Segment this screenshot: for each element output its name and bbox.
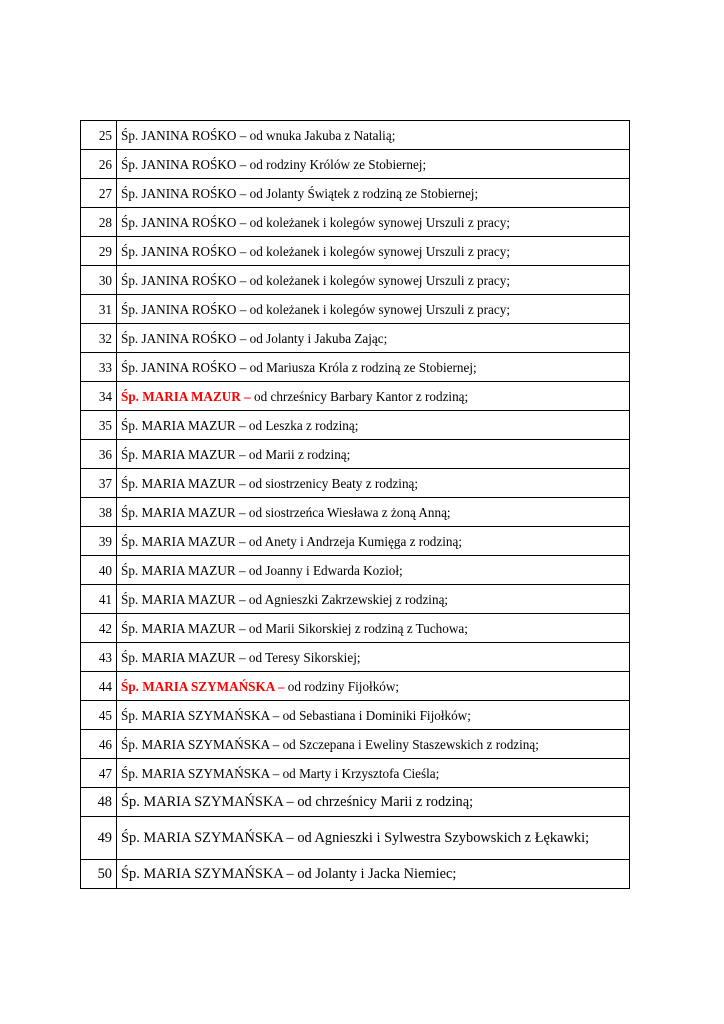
intention-from: – od rodziny Królów ze Stobiernej; — [236, 156, 427, 172]
intention-from: – od Marii z rodziną; — [235, 446, 351, 462]
row-number: 32 — [81, 324, 117, 353]
row-number: 40 — [81, 556, 117, 585]
intention-from: – od Teresy Sikorskiej; — [235, 649, 361, 665]
deceased-name: Śp. MARIA SZYMAŃSKA — [121, 765, 270, 781]
intention-from: – od koleżanek i kolegów synowej Urszuli z pracy; — [236, 272, 510, 288]
row-number: 36 — [81, 440, 117, 469]
deceased-name: Śp. JANINA ROŚKO — [121, 330, 237, 346]
table-row — [81, 860, 630, 889]
deceased-name: Śp. MARIA MAZUR — [121, 620, 236, 636]
mass-intentions-table — [80, 120, 630, 889]
row-number: 49 — [81, 817, 117, 860]
table-row — [81, 759, 630, 788]
intention-from: – od Marty i Krzysztofa Cieśla; — [269, 765, 440, 781]
table-row — [81, 266, 630, 295]
table-row — [81, 208, 630, 237]
intention-from: – od siostrzeńca Wiesława z żoną Anną; — [235, 504, 451, 520]
intention-from: – od Agnieszki Zakrzewskiej z rodziną; — [235, 591, 449, 607]
deceased-name: Śp. MARIA MAZUR — [121, 446, 236, 462]
deceased-name: Śp. JANINA ROŚKO — [121, 156, 237, 172]
intention-from: – od chrześnicy Marii z rodziną; — [282, 793, 474, 810]
table-row — [81, 498, 630, 527]
deceased-name: Śp. MARIA MAZUR — [121, 417, 236, 433]
intention-from: od rodziny Fijołków; — [284, 678, 400, 694]
row-number: 30 — [81, 266, 117, 295]
intention-text — [117, 266, 630, 295]
intention-text — [117, 121, 630, 150]
intention-from: – od Marii Sikorskiej z rodziną z Tuchowa; — [235, 620, 468, 636]
intention-text — [117, 382, 630, 411]
intention-text — [117, 556, 630, 585]
intention-text — [117, 469, 630, 498]
deceased-name: Śp. MARIA MAZUR — [121, 504, 236, 520]
deceased-name: Śp. JANINA ROŚKO — [121, 359, 237, 375]
row-number: 34 — [81, 382, 117, 411]
deceased-name: Śp. MARIA SZYMAŃSKA — [121, 865, 283, 882]
deceased-name: Śp. MARIA MAZUR — [121, 475, 236, 491]
row-number: 29 — [81, 237, 117, 266]
row-number: 35 — [81, 411, 117, 440]
deceased-name: Śp. JANINA ROŚKO — [121, 214, 237, 230]
intention-text — [117, 527, 630, 556]
intention-from: – od Anety i Andrzeja Kumięga z rodziną; — [235, 533, 463, 549]
table-row — [81, 382, 630, 411]
row-number: 38 — [81, 498, 117, 527]
intention-from: – od wnuka Jakuba z Natalią; — [236, 127, 396, 143]
table-row — [81, 150, 630, 179]
row-number: 47 — [81, 759, 117, 788]
intention-text — [117, 614, 630, 643]
row-number: 46 — [81, 730, 117, 759]
intention-from: – od koleżanek i kolegów synowej Urszuli z pracy; — [236, 243, 510, 259]
row-number: 26 — [81, 150, 117, 179]
intention-text — [117, 295, 630, 324]
intention-text — [117, 498, 630, 527]
row-number: 45 — [81, 701, 117, 730]
intention-from: – od koleżanek i kolegów synowej Urszuli z pracy; — [236, 214, 510, 230]
row-number: 39 — [81, 527, 117, 556]
table-row — [81, 672, 630, 701]
deceased-name: Śp. MARIA SZYMAŃSKA — [121, 793, 283, 810]
intention-from: – od Agnieszki i Sylwestra Szybowskich z Łękawki; — [282, 829, 590, 846]
intention-text — [117, 208, 630, 237]
intention-from: – od Jolanty i Jakuba Zając; — [236, 330, 388, 346]
intention-from: – od koleżanek i kolegów synowej Urszuli z pracy; — [236, 301, 510, 317]
row-number: 33 — [81, 353, 117, 382]
table-row — [81, 411, 630, 440]
table-row — [81, 788, 630, 817]
highlighted-name: Śp. MARIA MAZUR – — [121, 388, 251, 404]
deceased-name: Śp. MARIA MAZUR — [121, 591, 236, 607]
row-number: 41 — [81, 585, 117, 614]
highlighted-name: Śp. MARIA SZYMAŃSKA – — [121, 678, 285, 694]
table-body — [81, 121, 630, 889]
table-row — [81, 179, 630, 208]
table-row — [81, 643, 630, 672]
intention-text — [117, 643, 630, 672]
row-number: 44 — [81, 672, 117, 701]
intention-from: – od Mariusza Króla z rodziną ze Stobiernej; — [236, 359, 477, 375]
table-row — [81, 440, 630, 469]
table-row — [81, 295, 630, 324]
table-row — [81, 556, 630, 585]
intention-text — [117, 860, 630, 889]
row-number: 27 — [81, 179, 117, 208]
intention-text — [117, 788, 630, 817]
table-row — [81, 817, 630, 860]
table-row — [81, 527, 630, 556]
row-number: 48 — [81, 788, 117, 817]
deceased-name: Śp. JANINA ROŚKO — [121, 272, 237, 288]
table-row — [81, 701, 630, 730]
deceased-name: Śp. JANINA ROŚKO — [121, 127, 237, 143]
deceased-name: Śp. MARIA SZYMAŃSKA — [121, 736, 270, 752]
intention-from: – od Jolanty i Jacka Niemiec; — [282, 865, 457, 882]
intention-from: – od Leszka z rodziną; — [235, 417, 359, 433]
intention-text — [117, 585, 630, 614]
table-row — [81, 614, 630, 643]
table-row — [81, 324, 630, 353]
row-number: 28 — [81, 208, 117, 237]
intention-text — [117, 353, 630, 382]
intention-from: – od Joanny i Edwarda Kozioł; — [235, 562, 403, 578]
intention-text — [117, 440, 630, 469]
table-row — [81, 121, 630, 150]
intention-from: od chrześnicy Barbary Kantor z rodziną; — [250, 388, 469, 404]
row-number: 50 — [81, 860, 117, 889]
table-row — [81, 469, 630, 498]
deceased-name: Śp. JANINA ROŚKO — [121, 301, 237, 317]
intention-text — [117, 701, 630, 730]
deceased-name: Śp. MARIA MAZUR — [121, 562, 236, 578]
intention-text — [117, 759, 630, 788]
row-number: 42 — [81, 614, 117, 643]
table-row — [81, 353, 630, 382]
table-row — [81, 730, 630, 759]
table-row — [81, 585, 630, 614]
intention-from: – od siostrzenicy Beaty z rodziną; — [235, 475, 419, 491]
intention-text — [117, 179, 630, 208]
row-number: 31 — [81, 295, 117, 324]
intention-text — [117, 817, 630, 860]
deceased-name: Śp. JANINA ROŚKO — [121, 243, 237, 259]
intention-text — [117, 324, 630, 353]
deceased-name: Śp. MARIA MAZUR — [121, 533, 236, 549]
intention-from: – od Jolanty Świątek z rodziną ze Stobiernej; — [236, 185, 479, 201]
deceased-name: Śp. MARIA SZYMAŃSKA — [121, 829, 283, 846]
deceased-name: Śp. JANINA ROŚKO — [121, 185, 237, 201]
intention-from: – od Szczepana i Eweliny Staszewskich z rodziną; — [269, 736, 539, 752]
intention-text — [117, 672, 630, 701]
deceased-name: Śp. MARIA MAZUR — [121, 649, 236, 665]
table-row — [81, 237, 630, 266]
intention-from: – od Sebastiana i Dominiki Fijołków; — [269, 707, 471, 723]
deceased-name: Śp. MARIA SZYMAŃSKA — [121, 707, 270, 723]
intention-text — [117, 730, 630, 759]
intention-text — [117, 237, 630, 266]
row-number: 43 — [81, 643, 117, 672]
row-number: 25 — [81, 121, 117, 150]
intention-text — [117, 150, 630, 179]
intention-text — [117, 411, 630, 440]
row-number: 37 — [81, 469, 117, 498]
